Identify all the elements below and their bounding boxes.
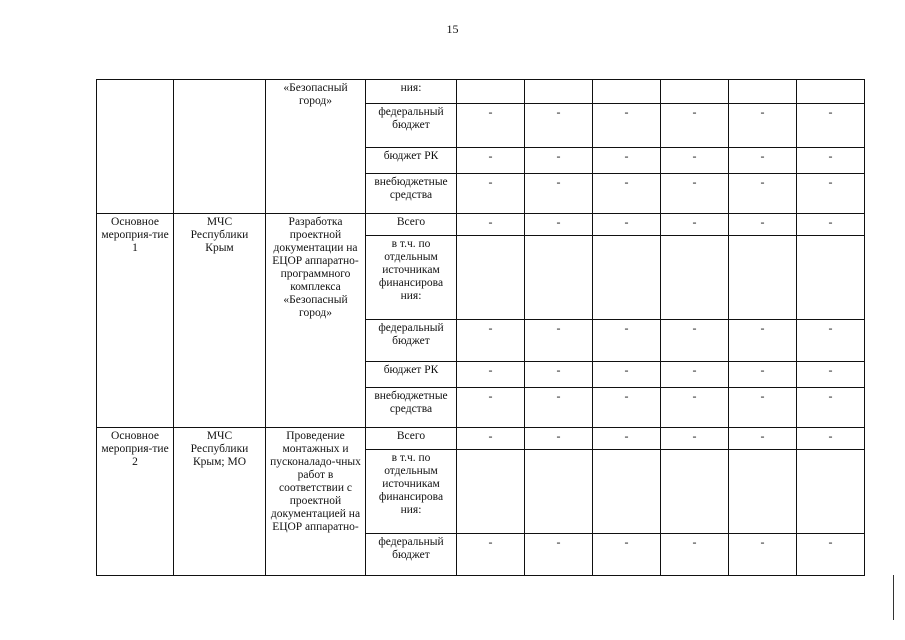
value-cell: - — [457, 428, 525, 450]
description-cell: Проведение монтажных и пусконаладо-чных работ в соответствии с проектной документацией на ЕЦОР аппаратно- — [266, 428, 366, 576]
funding-source-cell: в т.ч. по отдельным источникам финансирова ния: — [366, 450, 457, 534]
value-cell: - — [525, 148, 593, 174]
funding-source-cell: в т.ч. по отдельным источникам финансирова ния: — [366, 236, 457, 320]
funding-source-cell: Всего — [366, 428, 457, 450]
table-row — [97, 80, 865, 104]
value-cell: - — [661, 534, 729, 576]
value-cell: - — [729, 214, 797, 236]
table-row — [97, 428, 865, 450]
value-cell: - — [457, 362, 525, 388]
value-cell: - — [593, 534, 661, 576]
funding-source-cell: бюджет РК — [366, 148, 457, 174]
value-cell: - — [797, 534, 865, 576]
value-cell: - — [729, 534, 797, 576]
funding-source-cell: федеральный бюджет — [366, 320, 457, 362]
value-cell — [525, 236, 593, 320]
value-cell — [457, 450, 525, 534]
value-cell — [525, 80, 593, 104]
value-cell: - — [729, 428, 797, 450]
table-row — [97, 214, 865, 236]
value-cell: - — [729, 362, 797, 388]
value-cell — [797, 80, 865, 104]
value-cell: - — [525, 104, 593, 148]
description-cell: Разработка проектной документации на ЕЦОР аппаратно-программного комплекса «Безопасный город» — [266, 214, 366, 428]
value-cell: - — [457, 214, 525, 236]
funding-source-cell: бюджет РК — [366, 362, 457, 388]
value-cell: - — [593, 388, 661, 428]
value-cell: - — [729, 388, 797, 428]
value-cell: - — [729, 320, 797, 362]
value-cell — [729, 236, 797, 320]
value-cell — [729, 450, 797, 534]
value-cell: - — [797, 320, 865, 362]
value-cell: - — [525, 214, 593, 236]
value-cell: - — [593, 320, 661, 362]
page-number: 15 — [446, 22, 459, 36]
value-cell — [457, 236, 525, 320]
value-cell: - — [661, 214, 729, 236]
value-cell — [661, 450, 729, 534]
value-cell: - — [525, 320, 593, 362]
value-cell: - — [661, 104, 729, 148]
funding-source-cell: ния: — [366, 80, 457, 104]
value-cell — [593, 236, 661, 320]
value-cell: - — [593, 362, 661, 388]
value-cell — [593, 80, 661, 104]
event-cell: Основное мероприя-тие 1 — [97, 214, 174, 428]
value-cell: - — [661, 148, 729, 174]
value-cell: - — [457, 174, 525, 214]
value-cell: - — [593, 428, 661, 450]
value-cell: - — [593, 174, 661, 214]
value-cell — [797, 236, 865, 320]
value-cell: - — [457, 148, 525, 174]
value-cell — [525, 450, 593, 534]
budget-table — [96, 79, 865, 576]
value-cell: - — [661, 174, 729, 214]
funding-source-cell: Всего — [366, 214, 457, 236]
value-cell: - — [457, 534, 525, 576]
value-cell — [661, 236, 729, 320]
value-cell: - — [661, 320, 729, 362]
value-cell: - — [797, 148, 865, 174]
value-cell: - — [729, 174, 797, 214]
executor-cell: МЧС Республики Крым; МО — [174, 428, 266, 576]
funding-source-cell: внебюджетные средства — [366, 388, 457, 428]
value-cell: - — [729, 104, 797, 148]
value-cell: - — [797, 428, 865, 450]
value-cell: - — [661, 388, 729, 428]
funding-source-cell: внебюджетные средства — [366, 174, 457, 214]
funding-source-cell: федеральный бюджет — [366, 104, 457, 148]
value-cell: - — [797, 214, 865, 236]
value-cell: - — [593, 104, 661, 148]
value-cell: - — [661, 428, 729, 450]
value-cell: - — [797, 388, 865, 428]
event-cell: Основное мероприя-тие 2 — [97, 428, 174, 576]
executor-cell — [174, 80, 266, 214]
value-cell: - — [457, 388, 525, 428]
value-cell: - — [797, 362, 865, 388]
value-cell: - — [593, 148, 661, 174]
value-cell: - — [729, 148, 797, 174]
value-cell: - — [593, 214, 661, 236]
value-cell — [729, 80, 797, 104]
value-cell: - — [525, 534, 593, 576]
value-cell: - — [797, 104, 865, 148]
value-cell: - — [457, 104, 525, 148]
value-cell: - — [797, 174, 865, 214]
value-cell: - — [661, 362, 729, 388]
event-cell — [97, 80, 174, 214]
scan-edge-mark — [893, 575, 894, 620]
executor-cell: МЧС Республики Крым — [174, 214, 266, 428]
value-cell — [661, 80, 729, 104]
value-cell — [593, 450, 661, 534]
funding-source-cell: федеральный бюджет — [366, 534, 457, 576]
value-cell: - — [525, 174, 593, 214]
value-cell: - — [525, 428, 593, 450]
value-cell: - — [525, 362, 593, 388]
value-cell: - — [457, 320, 525, 362]
value-cell — [797, 450, 865, 534]
value-cell — [457, 80, 525, 104]
description-cell: «Безопасный город» — [266, 80, 366, 214]
value-cell: - — [525, 388, 593, 428]
